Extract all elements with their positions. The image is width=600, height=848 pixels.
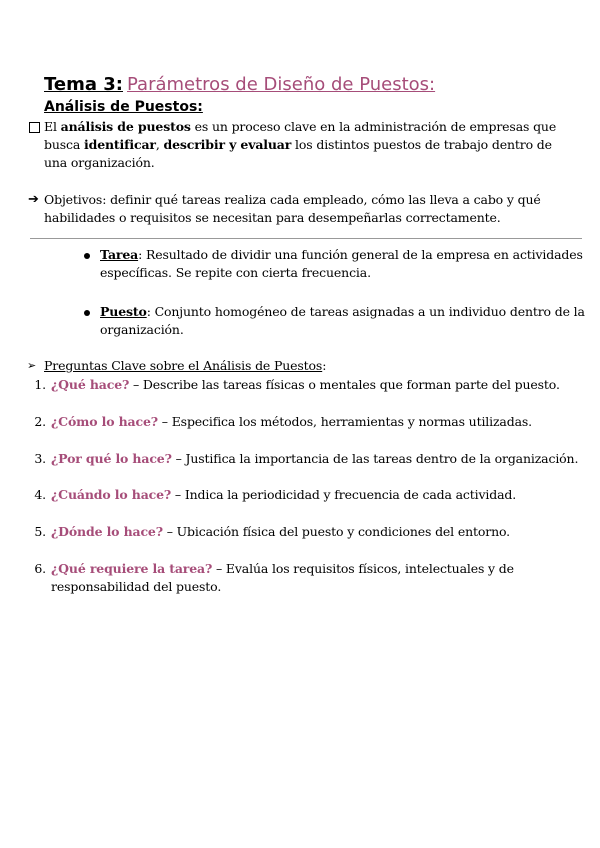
arrowhead-icon: ➢ (27, 359, 37, 372)
definition-text: : Resultado de dividir una función general de la empresa en actividades específicas. Se repite con cierta frecuencia. (100, 247, 583, 280)
question-item (51, 376, 591, 394)
question-item (51, 523, 591, 541)
question-text: – Especifica los métodos, herramientas y normas utilizadas. (157, 414, 532, 429)
question-lead: ¿Cuándo lo hace? (51, 487, 172, 502)
definition-term: Tarea (100, 247, 139, 262)
arrow-icon: ➔ (28, 192, 39, 207)
intro-bold-1: análisis de puestos (60, 119, 191, 134)
question-number: 5. (34, 524, 46, 539)
question-number: 3. (34, 451, 46, 466)
objectives-paragraph: Objetivos: definir qué tareas realiza cada empleado, cómo las lleva a cabo y qué habilidades o requisitos se necesitan para desempeñarlas correctamente. (44, 192, 541, 225)
intro-text-1: El (44, 119, 61, 134)
bullet-icon (84, 310, 90, 316)
intro-text-3: , (155, 137, 164, 152)
definition-item (100, 246, 590, 282)
questions-heading-colon: : (322, 358, 327, 373)
definition-text: : Conjunto homogéneo de tareas asignadas a un individuo dentro de la organización. (100, 304, 585, 337)
question-number: 1. (34, 377, 46, 392)
title-tema: Tema 3: (44, 74, 123, 95)
checkbox-icon (29, 122, 40, 133)
question-item (51, 560, 591, 596)
question-item (51, 413, 591, 431)
question-lead: ¿Por qué lo hace? (51, 451, 172, 466)
definition-item (100, 303, 590, 339)
question-item (51, 450, 591, 468)
question-text: – Evalúa los requisitos físicos, intelectuales y de responsabilidad del puesto. (51, 561, 514, 594)
question-lead: ¿Qué hace? (51, 377, 130, 392)
question-number: 6. (34, 561, 46, 576)
questions-heading (44, 357, 326, 375)
bullet-icon (84, 253, 90, 259)
divider (30, 238, 582, 239)
intro-text-2: es un proceso clave en la administración de empresas que busca (44, 119, 557, 152)
intro-bold-3: describir y evaluar (163, 137, 292, 152)
intro-text-4: los distintos puestos de trabajo dentro de una organización. (44, 137, 552, 170)
question-number: 2. (34, 414, 46, 429)
question-text: – Justifica la importancia de las tareas dentro de la organización. (171, 451, 579, 466)
question-lead: ¿Cómo lo hace? (51, 414, 158, 429)
question-lead: ¿Dónde lo hace? (51, 524, 163, 539)
question-text: – Describe las tareas físicas o mentales que forman parte del puesto. (129, 377, 560, 392)
question-number: 4. (34, 487, 46, 502)
question-text: – Indica la periodicidad y frecuencia de cada actividad. (171, 487, 517, 502)
title-subject: Parámetros de Diseño de Puestos: (127, 74, 436, 95)
question-lead: ¿Qué requiere la tarea? (51, 561, 213, 576)
section-subtitle: Análisis de Puestos: (44, 99, 203, 115)
page-title (44, 74, 435, 96)
question-text: – Ubicación física del puesto y condiciones del entorno. (162, 524, 510, 539)
definition-term: Puesto (100, 304, 147, 319)
question-item (51, 486, 591, 504)
intro-paragraph (44, 118, 564, 172)
questions-heading-text: Preguntas Clave sobre el Análisis de Puestos (44, 358, 323, 373)
intro-bold-2: identificar (84, 137, 156, 152)
